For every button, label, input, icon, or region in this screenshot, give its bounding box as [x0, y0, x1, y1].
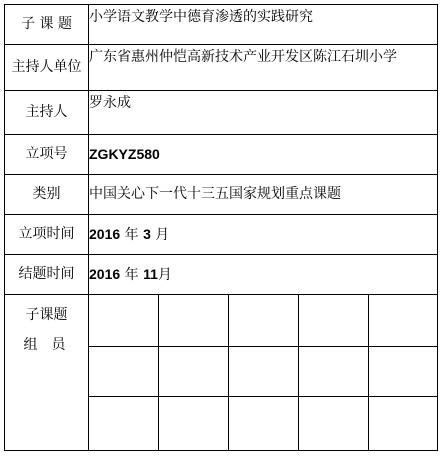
row-subproject-title — [5, 5, 438, 45]
member-cell — [89, 397, 159, 451]
completion-month: 11 — [143, 265, 158, 282]
member-cell — [159, 397, 229, 451]
row-category — [5, 175, 438, 215]
subproject-title-value: 小学语文教学中德育渗透的实践研究 — [89, 5, 438, 45]
row-project-number — [5, 135, 438, 175]
completion-date-label: 结题时间 — [5, 255, 89, 295]
member-cell — [299, 397, 369, 451]
approval-date-value — [89, 215, 438, 255]
completion-year: 2016 — [89, 265, 121, 282]
row-approval-date — [5, 215, 438, 255]
member-cell — [89, 347, 159, 397]
project-info-table — [4, 4, 438, 451]
completion-year-unit: 年 — [120, 266, 144, 283]
members-label-line2: 组员 — [23, 337, 80, 353]
host-person-label: 主持人 — [5, 91, 89, 135]
row-host-unit — [5, 45, 438, 91]
approval-year-unit: 年 — [120, 226, 144, 243]
approval-month-unit: 月 — [150, 226, 170, 243]
member-cell — [369, 295, 438, 347]
member-cell — [89, 295, 159, 347]
approval-date-label: 立项时间 — [5, 215, 89, 255]
row-host-person — [5, 91, 438, 135]
member-cell — [229, 397, 299, 451]
member-cell — [159, 295, 229, 347]
member-cell — [159, 347, 229, 397]
member-cell — [299, 347, 369, 397]
row-members-1 — [5, 295, 438, 347]
category-value: 中国关心下一代十三五国家规划重点课题 — [89, 175, 438, 215]
subproject-title-label: 子 课 题 — [5, 5, 89, 45]
project-info-sheet — [4, 4, 437, 450]
member-cell — [369, 397, 438, 451]
host-person-value: 罗永成 — [89, 91, 438, 135]
completion-date-value — [89, 255, 438, 295]
project-number-value: ZGKYZ580 — [89, 135, 438, 175]
approval-month: 3 — [143, 225, 151, 242]
member-cell — [299, 295, 369, 347]
members-label — [5, 295, 89, 451]
row-completion-date — [5, 255, 438, 295]
member-cell — [229, 347, 299, 397]
approval-year: 2016 — [89, 225, 121, 242]
member-cell — [229, 295, 299, 347]
host-unit-label: 主持人单位 — [5, 45, 89, 91]
completion-month-unit: 月 — [157, 266, 172, 283]
host-unit-value: 广东省惠州仲恺高新技术产业开发区陈江石圳小学 — [89, 45, 438, 91]
project-number-label: 立项号 — [5, 135, 89, 175]
members-label-line1: 子课题 — [25, 307, 68, 323]
member-cell — [369, 347, 438, 397]
category-label: 类别 — [5, 175, 89, 215]
